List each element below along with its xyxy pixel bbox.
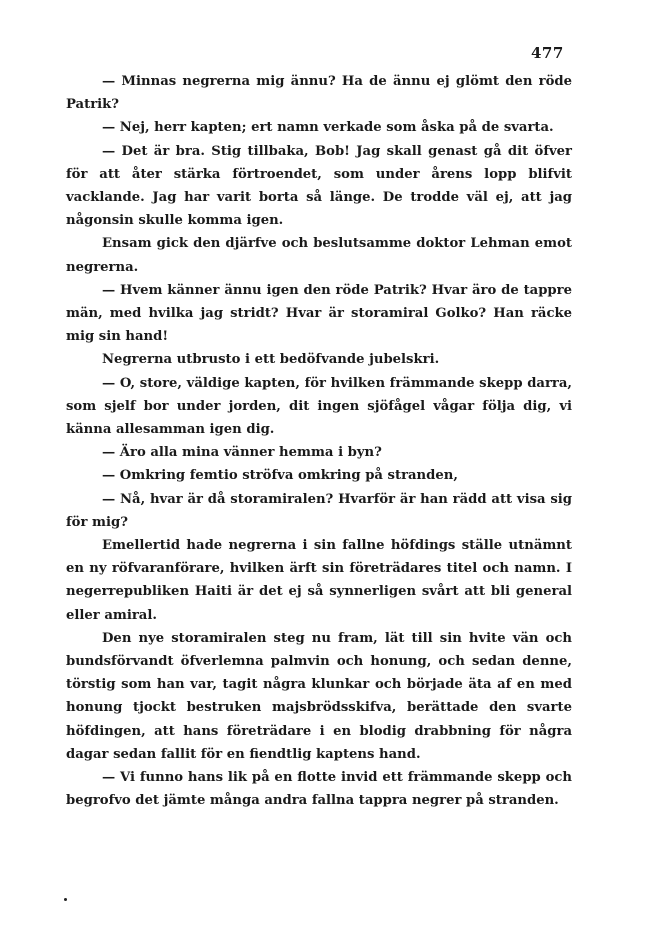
paragraph: Ensam gick den djärfve och beslutsamme doktor Lehman emot negrerna. — [66, 236, 572, 275]
paragraph: — Nej, herr kapten; ert namn verkade som åska på de svarta. — [102, 120, 554, 136]
print-speck — [64, 898, 67, 901]
paragraph: — Vi funno hans lik på en flotte invid ett främmande skepp och begrofvo det jämte många andra fallna tappra negrer på stranden. — [66, 770, 572, 809]
paragraph: — Det är bra. Stig tillbaka, Bob! Jag skall genast gå dit öfver för att åter stärka förtroendet, som under årens lopp blifvit vacklande. Jag har varit borta så länge. De trodde väl ej, att jag någonsin skulle komma igen. — [66, 143, 572, 229]
page-number: 477 — [531, 44, 564, 62]
paragraph: — O, store, väldige kapten, för hvilken främmande skepp darra, som sjelf bor under jorden, dit ingen sjöfågel vågar följa dig, vi känna allesamman igen dig. — [66, 375, 572, 438]
paragraph: — Omkring femtio ströfva omkring på stranden, — [102, 468, 458, 484]
paragraph: — Minnas negrerna mig ännu? Ha de ännu ej glömt den röde Patrik? — [66, 74, 572, 113]
paragraph: — Hvem känner ännu igen den röde Patrik? Hvar äro de tappre män, med hvilka jag stridt? Hvar är storamiral Golko? Han räcke mig sin hand! — [66, 282, 572, 345]
paragraph: — Äro alla mina vänner hemma i byn? — [102, 445, 382, 461]
paragraph: — Nå, hvar är då storamiralen? Hvarför är han rädd att visa sig för mig? — [66, 491, 572, 530]
paragraph: Emellertid hade negrerna i sin fallne höfdings ställe utnämnt en ny röfvaranförare, hvilken ärft sin företrädares titel och namn. I negerrepubliken Haiti är det ej så synnerligen svårt att bli general eller amiral. — [66, 538, 572, 623]
paragraph: Negrerna utbrusto i ett bedöfvande jubelskri. — [102, 352, 440, 368]
paragraph: Den nye storamiralen steg nu fram, lät till sin hvite vän och bundsförvandt öfverlemna palmvin och honung, och sedan denne, törstig som han var, tagit några klunkar och började äta af en med honung tjockt bestruken majsbrödsskifva, berättade den svarte höfdingen, att hans företrädare i en blodig drabbning för några dagar sedan fallit för en fiendtlig kaptens hand. — [66, 630, 572, 762]
body-text — [66, 70, 572, 813]
